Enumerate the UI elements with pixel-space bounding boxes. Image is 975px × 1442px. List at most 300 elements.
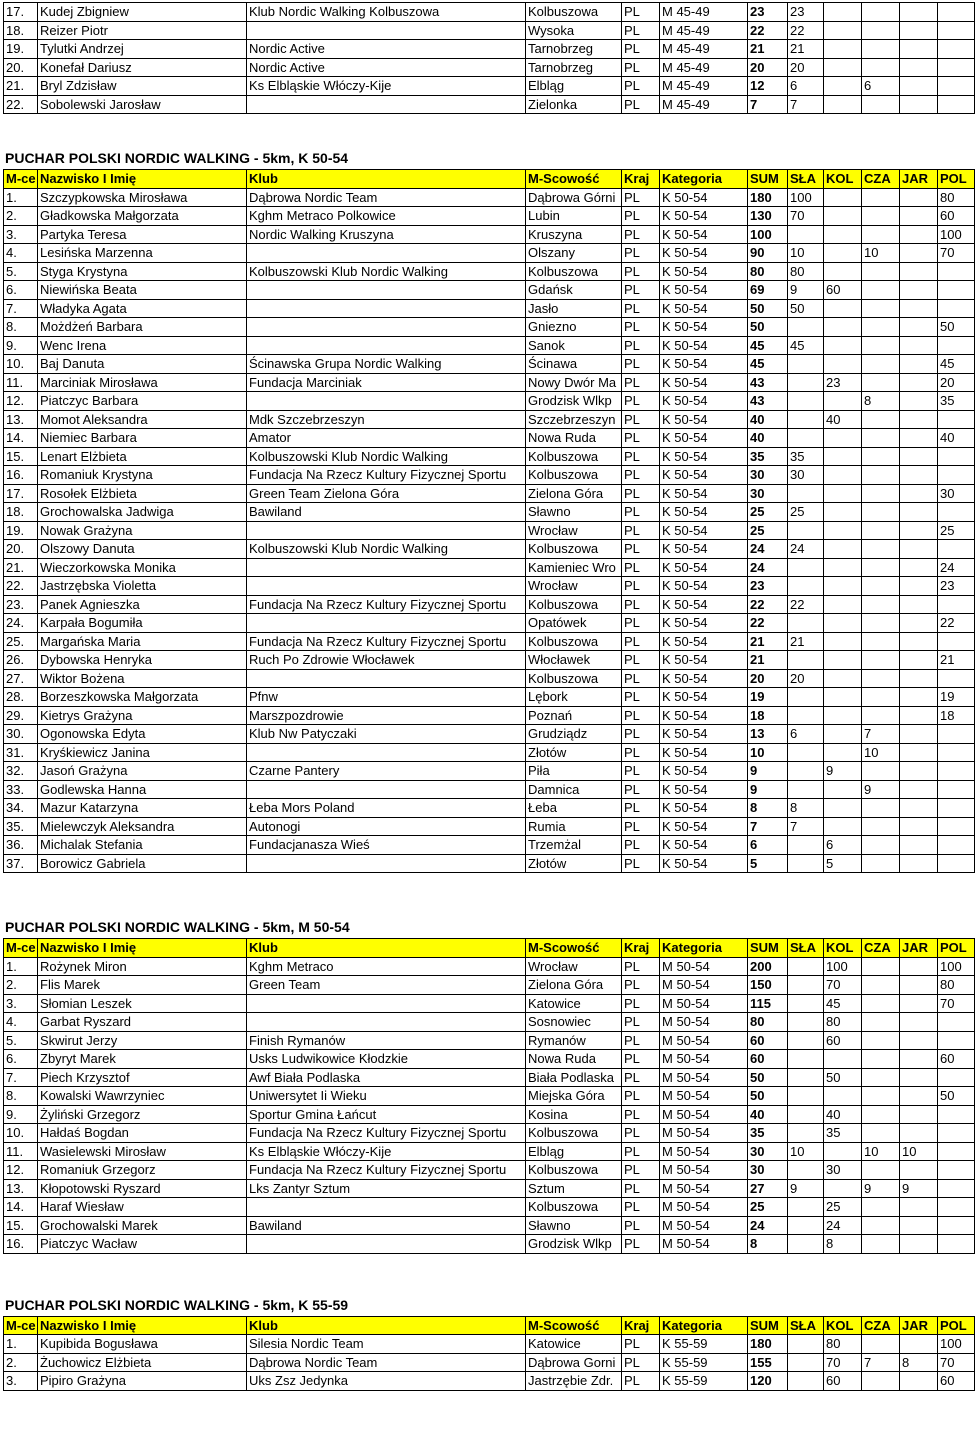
category-cell: K 50-54 xyxy=(660,762,748,781)
sla-cell: 70 xyxy=(788,207,824,226)
kol-cell xyxy=(824,799,862,818)
club-cell xyxy=(247,1198,526,1217)
cza-cell xyxy=(862,1031,900,1050)
name-cell: Garbat Ryszard xyxy=(38,1013,247,1032)
country-cell: PL xyxy=(622,225,660,244)
sla-cell xyxy=(788,1031,824,1050)
table-row xyxy=(4,503,975,522)
sla-cell xyxy=(788,688,824,707)
table-row xyxy=(4,58,975,77)
club-cell: Fundacja Na Rzecz Kultury Fizycznej Sportu xyxy=(247,1124,526,1143)
city-cell: Nowy Dwór Ma xyxy=(526,373,622,392)
city-cell: Poznań xyxy=(526,706,622,725)
name-cell: Kłopotowski Ryszard xyxy=(38,1179,247,1198)
category-cell: K 50-54 xyxy=(660,743,748,762)
city-cell: Rymanów xyxy=(526,1031,622,1050)
pol-cell: 22 xyxy=(938,614,975,633)
place-cell: 2. xyxy=(4,207,38,226)
kol-cell xyxy=(824,262,862,281)
city-cell: Rumia xyxy=(526,817,622,836)
sla-cell xyxy=(788,373,824,392)
sum-cell: 40 xyxy=(748,429,788,448)
sum-cell: 9 xyxy=(748,762,788,781)
name-cell: Żuchowicz Elżbieta xyxy=(38,1353,247,1372)
country-cell: PL xyxy=(622,1335,660,1354)
sla-cell xyxy=(788,410,824,429)
city-cell: Piła xyxy=(526,762,622,781)
club-cell: Nordic Active xyxy=(247,40,526,59)
table-row xyxy=(4,1124,975,1143)
kol-cell xyxy=(824,225,862,244)
name-cell: Bryl Zdzisław xyxy=(38,77,247,96)
pol-cell: 50 xyxy=(938,318,975,337)
sla-cell xyxy=(788,1216,824,1235)
kol-cell xyxy=(824,299,862,318)
kol-cell: 23 xyxy=(824,373,862,392)
club-cell: Dąbrowa Nordic Team xyxy=(247,188,526,207)
category-cell: M 50-54 xyxy=(660,1179,748,1198)
table-row xyxy=(4,725,975,744)
name-cell: Pipiro Grażyna xyxy=(38,1372,247,1391)
name-cell: Kupibida Bogusława xyxy=(38,1335,247,1354)
column-header: KOL xyxy=(824,939,862,958)
club-cell xyxy=(247,558,526,577)
sla-cell xyxy=(788,836,824,855)
sla-cell xyxy=(788,225,824,244)
jar-cell xyxy=(900,1161,938,1180)
place-cell: 13. xyxy=(4,410,38,429)
place-cell: 34. xyxy=(4,799,38,818)
sum-cell: 115 xyxy=(748,994,788,1013)
category-cell: K 50-54 xyxy=(660,281,748,300)
club-cell xyxy=(247,614,526,633)
city-cell: Kolbuszowa xyxy=(526,1198,622,1217)
sla-cell xyxy=(788,706,824,725)
pol-cell xyxy=(938,817,975,836)
cza-cell xyxy=(862,262,900,281)
sum-cell: 9 xyxy=(748,780,788,799)
club-cell: Kolbuszowski Klub Nordic Walking xyxy=(247,262,526,281)
table-row xyxy=(4,3,975,22)
pol-cell xyxy=(938,1068,975,1087)
table-row xyxy=(4,336,975,355)
sla-cell xyxy=(788,1235,824,1254)
pol-cell xyxy=(938,836,975,855)
pol-cell: 18 xyxy=(938,706,975,725)
jar-cell xyxy=(900,651,938,670)
city-cell: Sławno xyxy=(526,503,622,522)
jar-cell xyxy=(900,743,938,762)
column-header: SUM xyxy=(748,939,788,958)
sla-cell: 20 xyxy=(788,58,824,77)
city-cell: Grudziądz xyxy=(526,725,622,744)
sum-cell: 24 xyxy=(748,558,788,577)
column-header: SŁA xyxy=(788,1316,824,1335)
cza-cell xyxy=(862,1087,900,1106)
jar-cell xyxy=(900,725,938,744)
place-cell: 20. xyxy=(4,58,38,77)
jar-cell xyxy=(900,1105,938,1124)
kol-cell: 50 xyxy=(824,1068,862,1087)
place-cell: 21. xyxy=(4,558,38,577)
kol-cell: 25 xyxy=(824,1198,862,1217)
club-cell: Mdk Szczebrzeszyn xyxy=(247,410,526,429)
city-cell: Kolbuszowa xyxy=(526,466,622,485)
jar-cell xyxy=(900,957,938,976)
sla-cell: 10 xyxy=(788,244,824,263)
header-row xyxy=(4,1316,975,1335)
pol-cell xyxy=(938,281,975,300)
pol-cell: 30 xyxy=(938,484,975,503)
place-cell: 32. xyxy=(4,762,38,781)
club-cell xyxy=(247,854,526,873)
kol-cell xyxy=(824,244,862,263)
kol-cell xyxy=(824,21,862,40)
country-cell: PL xyxy=(622,706,660,725)
country-cell: PL xyxy=(622,1013,660,1032)
club-cell: Fundacja Na Rzecz Kultury Fizycznej Sportu xyxy=(247,632,526,651)
club-cell: Fundacja Na Rzecz Kultury Fizycznej Sportu xyxy=(247,466,526,485)
sla-cell: 50 xyxy=(788,299,824,318)
kol-cell xyxy=(824,577,862,596)
pol-cell xyxy=(938,1216,975,1235)
country-cell: PL xyxy=(622,262,660,281)
sla-cell xyxy=(788,1068,824,1087)
column-header: Klub xyxy=(247,1316,526,1335)
club-cell: Fundacjanasza Wieś xyxy=(247,836,526,855)
city-cell: Kolbuszowa xyxy=(526,1161,622,1180)
sla-cell: 7 xyxy=(788,817,824,836)
table-row xyxy=(4,1087,975,1106)
sla-cell xyxy=(788,1353,824,1372)
place-cell: 14. xyxy=(4,1198,38,1217)
name-cell: Kowalski Wawrzyniec xyxy=(38,1087,247,1106)
table-row xyxy=(4,299,975,318)
name-cell: Partyka Teresa xyxy=(38,225,247,244)
place-cell: 3. xyxy=(4,1372,38,1391)
jar-cell xyxy=(900,466,938,485)
sum-cell: 120 xyxy=(748,1372,788,1391)
pol-cell: 80 xyxy=(938,976,975,995)
cza-cell xyxy=(862,1198,900,1217)
sla-cell: 25 xyxy=(788,503,824,522)
cza-cell: 10 xyxy=(862,743,900,762)
name-cell: Nowak Grażyna xyxy=(38,521,247,540)
category-cell: M 45-49 xyxy=(660,77,748,96)
name-cell: Mazur Katarzyna xyxy=(38,799,247,818)
country-cell: PL xyxy=(622,77,660,96)
pol-cell xyxy=(938,1013,975,1032)
country-cell: PL xyxy=(622,484,660,503)
club-cell xyxy=(247,299,526,318)
cza-cell xyxy=(862,976,900,995)
city-cell: Biała Podlaska xyxy=(526,1068,622,1087)
place-cell: 10. xyxy=(4,1124,38,1143)
sum-cell: 21 xyxy=(748,651,788,670)
table-row xyxy=(4,447,975,466)
jar-cell xyxy=(900,688,938,707)
country-cell: PL xyxy=(622,1124,660,1143)
pol-cell xyxy=(938,762,975,781)
club-cell: Uks Zsz Jedynka xyxy=(247,1372,526,1391)
club-cell: Sportur Gmina Łańcut xyxy=(247,1105,526,1124)
kol-cell xyxy=(824,336,862,355)
cza-cell xyxy=(862,503,900,522)
club-cell xyxy=(247,392,526,411)
cza-cell xyxy=(862,651,900,670)
place-cell: 30. xyxy=(4,725,38,744)
category-cell: K 50-54 xyxy=(660,188,748,207)
kol-cell xyxy=(824,743,862,762)
city-cell: Katowice xyxy=(526,994,622,1013)
kol-cell: 40 xyxy=(824,1105,862,1124)
name-cell: Konefał Dariusz xyxy=(38,58,247,77)
kol-cell xyxy=(824,1087,862,1106)
name-cell: Reizer Piotr xyxy=(38,21,247,40)
category-cell: K 50-54 xyxy=(660,614,748,633)
jar-cell xyxy=(900,484,938,503)
city-cell: Jastrzębie Zdr. xyxy=(526,1372,622,1391)
kol-cell xyxy=(824,207,862,226)
pol-cell: 70 xyxy=(938,994,975,1013)
pol-cell: 50 xyxy=(938,1087,975,1106)
club-cell: Fundacja Na Rzecz Kultury Fizycznej Sportu xyxy=(247,595,526,614)
pol-cell xyxy=(938,503,975,522)
cza-cell xyxy=(862,1216,900,1235)
section-title: PUCHAR POLSKI NORDIC WALKING - 5km, M 50-54 xyxy=(5,919,350,935)
cza-cell xyxy=(862,836,900,855)
name-cell: Kryśkiewicz Janina xyxy=(38,743,247,762)
sum-cell: 10 xyxy=(748,743,788,762)
country-cell: PL xyxy=(622,95,660,114)
pol-cell: 40 xyxy=(938,429,975,448)
sla-cell xyxy=(788,1335,824,1354)
place-cell: 17. xyxy=(4,484,38,503)
country-cell: PL xyxy=(622,1050,660,1069)
table-row xyxy=(4,780,975,799)
country-cell: PL xyxy=(622,336,660,355)
cza-cell xyxy=(862,1013,900,1032)
sla-cell xyxy=(788,1372,824,1391)
sla-cell xyxy=(788,1161,824,1180)
cza-cell: 10 xyxy=(862,244,900,263)
category-cell: K 50-54 xyxy=(660,262,748,281)
kol-cell xyxy=(824,725,862,744)
club-cell xyxy=(247,577,526,596)
kol-cell xyxy=(824,429,862,448)
sum-cell: 100 xyxy=(748,225,788,244)
kol-cell: 6 xyxy=(824,836,862,855)
kol-cell xyxy=(824,632,862,651)
club-cell: Nordic Walking Kruszyna xyxy=(247,225,526,244)
category-cell: M 45-49 xyxy=(660,58,748,77)
sum-cell: 20 xyxy=(748,58,788,77)
jar-cell xyxy=(900,836,938,855)
city-cell: Elbląg xyxy=(526,77,622,96)
pol-cell xyxy=(938,725,975,744)
name-cell: Ogonowska Edyta xyxy=(38,725,247,744)
table-row xyxy=(4,77,975,96)
club-cell: Klub Nw Patyczaki xyxy=(247,725,526,744)
table-row xyxy=(4,40,975,59)
column-header: Kraj xyxy=(622,939,660,958)
table-row xyxy=(4,21,975,40)
name-cell: Borowicz Gabriela xyxy=(38,854,247,873)
table-row xyxy=(4,1013,975,1032)
kol-cell xyxy=(824,817,862,836)
pol-cell xyxy=(938,854,975,873)
city-cell: Zielona Góra xyxy=(526,484,622,503)
jar-cell xyxy=(900,994,938,1013)
club-cell: Kolbuszowski Klub Nordic Walking xyxy=(247,447,526,466)
country-cell: PL xyxy=(622,854,660,873)
place-cell: 3. xyxy=(4,994,38,1013)
pol-cell: 19 xyxy=(938,688,975,707)
sum-cell: 19 xyxy=(748,688,788,707)
jar-cell xyxy=(900,3,938,22)
city-cell: Dąbrowa Gorni xyxy=(526,1353,622,1372)
kol-cell xyxy=(824,466,862,485)
column-header: M-ce xyxy=(4,939,38,958)
kol-cell xyxy=(824,614,862,633)
sla-cell: 22 xyxy=(788,595,824,614)
city-cell: Włocławek xyxy=(526,651,622,670)
table-row xyxy=(4,207,975,226)
name-cell: Momot Aleksandra xyxy=(38,410,247,429)
category-cell: M 50-54 xyxy=(660,1235,748,1254)
place-cell: 1. xyxy=(4,1335,38,1354)
sla-cell xyxy=(788,1050,824,1069)
column-header: Nazwisko I Imię xyxy=(38,170,247,189)
table-row xyxy=(4,577,975,596)
name-cell: Panek Agnieszka xyxy=(38,595,247,614)
kol-cell: 60 xyxy=(824,281,862,300)
cza-cell: 10 xyxy=(862,1142,900,1161)
country-cell: PL xyxy=(622,614,660,633)
cza-cell xyxy=(862,669,900,688)
cza-cell xyxy=(862,688,900,707)
sum-cell: 50 xyxy=(748,1087,788,1106)
name-cell: Kudej Zbigniew xyxy=(38,3,247,22)
city-cell: Zielona Góra xyxy=(526,976,622,995)
place-cell: 16. xyxy=(4,466,38,485)
results-table xyxy=(3,169,975,873)
category-cell: M 45-49 xyxy=(660,21,748,40)
country-cell: PL xyxy=(622,1105,660,1124)
kol-cell xyxy=(824,540,862,559)
place-cell: 8. xyxy=(4,318,38,337)
city-cell: Olszany xyxy=(526,244,622,263)
table-row xyxy=(4,614,975,633)
jar-cell xyxy=(900,281,938,300)
sla-cell xyxy=(788,780,824,799)
pol-cell xyxy=(938,1161,975,1180)
column-header: SŁA xyxy=(788,939,824,958)
category-cell: K 50-54 xyxy=(660,577,748,596)
jar-cell xyxy=(900,244,938,263)
sum-cell: 23 xyxy=(748,3,788,22)
sla-cell: 45 xyxy=(788,336,824,355)
sum-cell: 60 xyxy=(748,1031,788,1050)
table-row xyxy=(4,762,975,781)
column-header: Kategoria xyxy=(660,1316,748,1335)
cza-cell xyxy=(862,595,900,614)
club-cell xyxy=(247,743,526,762)
country-cell: PL xyxy=(622,651,660,670)
sla-cell: 30 xyxy=(788,466,824,485)
table-row xyxy=(4,1198,975,1217)
kol-cell: 60 xyxy=(824,1031,862,1050)
city-cell: Lębork xyxy=(526,688,622,707)
category-cell: M 45-49 xyxy=(660,95,748,114)
table-row xyxy=(4,1335,975,1354)
table-row xyxy=(4,373,975,392)
sum-cell: 25 xyxy=(748,503,788,522)
kol-cell xyxy=(824,447,862,466)
city-cell: Wrocław xyxy=(526,577,622,596)
column-header: POL xyxy=(938,1316,975,1335)
cza-cell xyxy=(862,799,900,818)
sla-cell xyxy=(788,1198,824,1217)
kol-cell: 80 xyxy=(824,1335,862,1354)
country-cell: PL xyxy=(622,558,660,577)
category-cell: M 50-54 xyxy=(660,1105,748,1124)
sum-cell: 60 xyxy=(748,1050,788,1069)
jar-cell xyxy=(900,854,938,873)
city-cell: Sosnowiec xyxy=(526,1013,622,1032)
pol-cell: 60 xyxy=(938,1372,975,1391)
jar-cell xyxy=(900,632,938,651)
sla-cell xyxy=(788,355,824,374)
column-header: M-ce xyxy=(4,170,38,189)
city-cell: Nowa Ruda xyxy=(526,1050,622,1069)
pol-cell xyxy=(938,1179,975,1198)
place-cell: 15. xyxy=(4,1216,38,1235)
jar-cell: 8 xyxy=(900,1353,938,1372)
country-cell: PL xyxy=(622,780,660,799)
table-row xyxy=(4,1179,975,1198)
column-header: SUM xyxy=(748,170,788,189)
club-cell xyxy=(247,1013,526,1032)
table-row xyxy=(4,632,975,651)
cza-cell xyxy=(862,577,900,596)
table-row xyxy=(4,484,975,503)
pol-cell xyxy=(938,336,975,355)
place-cell: 33. xyxy=(4,780,38,799)
table-row xyxy=(4,244,975,263)
column-header: Nazwisko I Imię xyxy=(38,1316,247,1335)
place-cell: 5. xyxy=(4,1031,38,1050)
country-cell: PL xyxy=(622,725,660,744)
sum-cell: 21 xyxy=(748,40,788,59)
sla-cell xyxy=(788,558,824,577)
table-row xyxy=(4,817,975,836)
pol-cell xyxy=(938,1105,975,1124)
city-cell: Ścinawa xyxy=(526,355,622,374)
cza-cell xyxy=(862,21,900,40)
jar-cell xyxy=(900,262,938,281)
jar-cell xyxy=(900,336,938,355)
city-cell: Miejska Góra xyxy=(526,1087,622,1106)
club-cell: Klub Nordic Walking Kolbuszowa xyxy=(247,3,526,22)
place-cell: 2. xyxy=(4,1353,38,1372)
column-header: Klub xyxy=(247,170,526,189)
country-cell: PL xyxy=(622,994,660,1013)
jar-cell xyxy=(900,1124,938,1143)
category-cell: K 50-54 xyxy=(660,725,748,744)
name-cell: Kietrys Grażyna xyxy=(38,706,247,725)
place-cell: 7. xyxy=(4,299,38,318)
